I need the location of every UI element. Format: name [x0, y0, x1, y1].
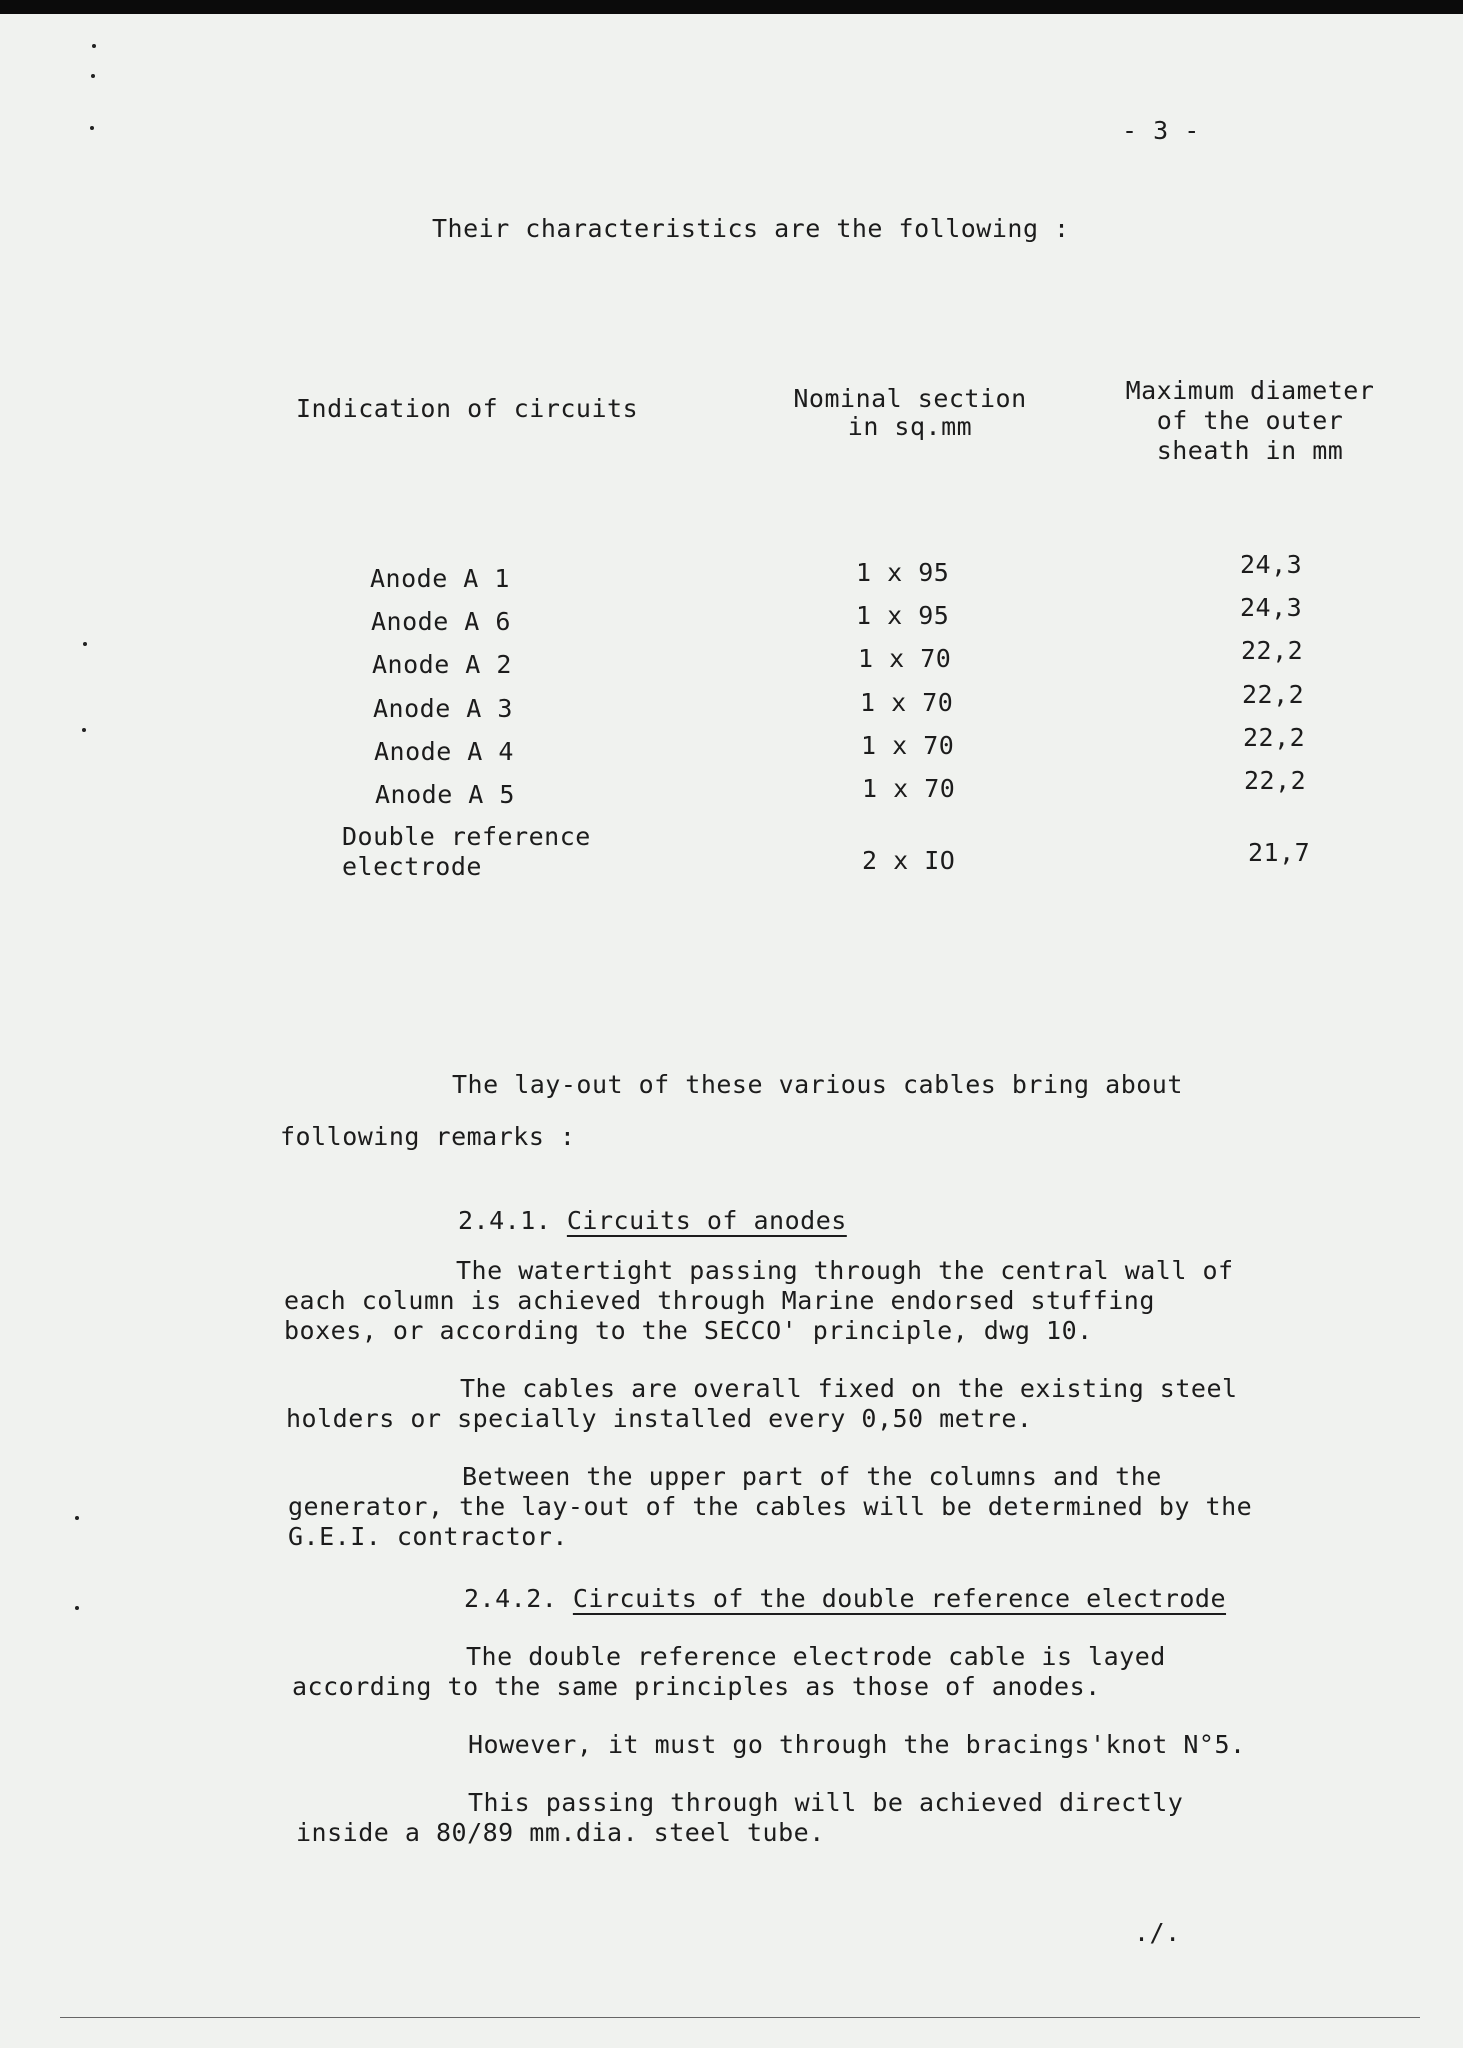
table-row-section: 1 x 70	[858, 644, 952, 673]
scan-speck	[75, 1516, 79, 1520]
paragraph-line: each column is achieved through Marine endorsed stuffing	[284, 1286, 1155, 1315]
table-row-circuit: Anode A 3	[373, 694, 513, 723]
table-row-section: 1 x 70	[862, 774, 956, 803]
table-row-section: 1 x 95	[856, 601, 950, 630]
table-row-section: 1 x 70	[861, 731, 955, 760]
table-row-circuit: Anode A 4	[374, 737, 514, 766]
scan-speck	[92, 44, 96, 48]
paragraph-line: holders or specially installed every 0,50 metre.	[286, 1404, 1033, 1433]
section-number: 2.4.2.	[464, 1584, 558, 1613]
table-row-circuit: Anode A 5	[375, 780, 515, 809]
scan-speck	[90, 126, 94, 130]
header-section-line1: Nominal section	[793, 384, 1027, 413]
paragraph-line: This passing through will be achieved directly	[468, 1788, 1184, 1817]
paragraph-line: The cables are overall fixed on the existing steel	[460, 1374, 1238, 1403]
scan-speck	[75, 1606, 79, 1610]
table-row-section: 2 x IO	[862, 846, 956, 875]
paragraph-line: G.E.I. contractor.	[288, 1522, 568, 1551]
table-row-circuit: Anode A 1	[370, 564, 510, 593]
paragraph-line: generator, the lay-out of the cables will be determined by the	[288, 1492, 1253, 1521]
table-row-circuit-line2: electrode	[342, 852, 482, 881]
paragraph-line: according to the same principles as those of anodes.	[292, 1672, 1101, 1701]
header-diameter-line2: of the outer	[1156, 406, 1344, 435]
paragraph-line: inside a 80/89 mm.dia. steel tube.	[296, 1818, 825, 1847]
layout-para-line1: The lay-out of these various cables bring about	[452, 1070, 1183, 1099]
continuation-mark: ./.	[1134, 1918, 1181, 1947]
table-row-diameter: 22,2	[1244, 766, 1307, 795]
table-row-diameter: 22,2	[1243, 723, 1306, 752]
table-row-diameter: 24,3	[1240, 550, 1303, 579]
section-title: Circuits of the double reference electrode	[572, 1584, 1227, 1613]
header-circuits: Indication of circuits	[296, 394, 639, 423]
intro-text: Their characteristics are the following :	[432, 214, 1070, 243]
document-page	[0, 14, 1463, 2048]
table-row-diameter: 22,2	[1241, 636, 1304, 665]
scan-speck	[83, 642, 87, 646]
table-row-circuit: Anode A 2	[372, 650, 512, 679]
page-bottom-rule	[60, 2017, 1420, 2018]
header-section-line2: in sq.mm	[847, 412, 973, 441]
table-row-diameter: 21,7	[1248, 838, 1311, 867]
paragraph-line: boxes, or according to the SECCO' principle, dwg 10.	[284, 1316, 1093, 1345]
page-number: - 3 -	[1122, 116, 1200, 145]
section-title: Circuits of anodes	[566, 1206, 847, 1235]
section-heading	[464, 1584, 1226, 1614]
scan-speck	[82, 728, 86, 732]
scan-speck	[91, 74, 95, 78]
section-number: 2.4.1.	[458, 1206, 552, 1235]
table-row-circuit: Anode A 6	[371, 607, 511, 636]
header-diameter-line1: Maximum diameter	[1125, 376, 1375, 405]
table-row-section: 1 x 70	[860, 688, 954, 717]
table-row-diameter: 22,2	[1242, 680, 1305, 709]
section-heading	[458, 1206, 847, 1236]
paragraph-line: Between the upper part of the columns and the	[462, 1462, 1162, 1491]
paragraph-line: The double reference electrode cable is layed	[466, 1642, 1166, 1671]
paragraph-line: The watertight passing through the central wall of	[456, 1256, 1234, 1285]
paragraph-line: However, it must go through the bracings'knot N°5.	[468, 1730, 1246, 1759]
table-row-section: 1 x 95	[856, 558, 950, 587]
layout-para-line2: following remarks :	[280, 1122, 576, 1151]
header-diameter-line3: sheath in mm	[1156, 436, 1344, 465]
table-row-circuit-line1: Double reference	[342, 822, 591, 851]
table-row-diameter: 24,3	[1240, 593, 1303, 622]
